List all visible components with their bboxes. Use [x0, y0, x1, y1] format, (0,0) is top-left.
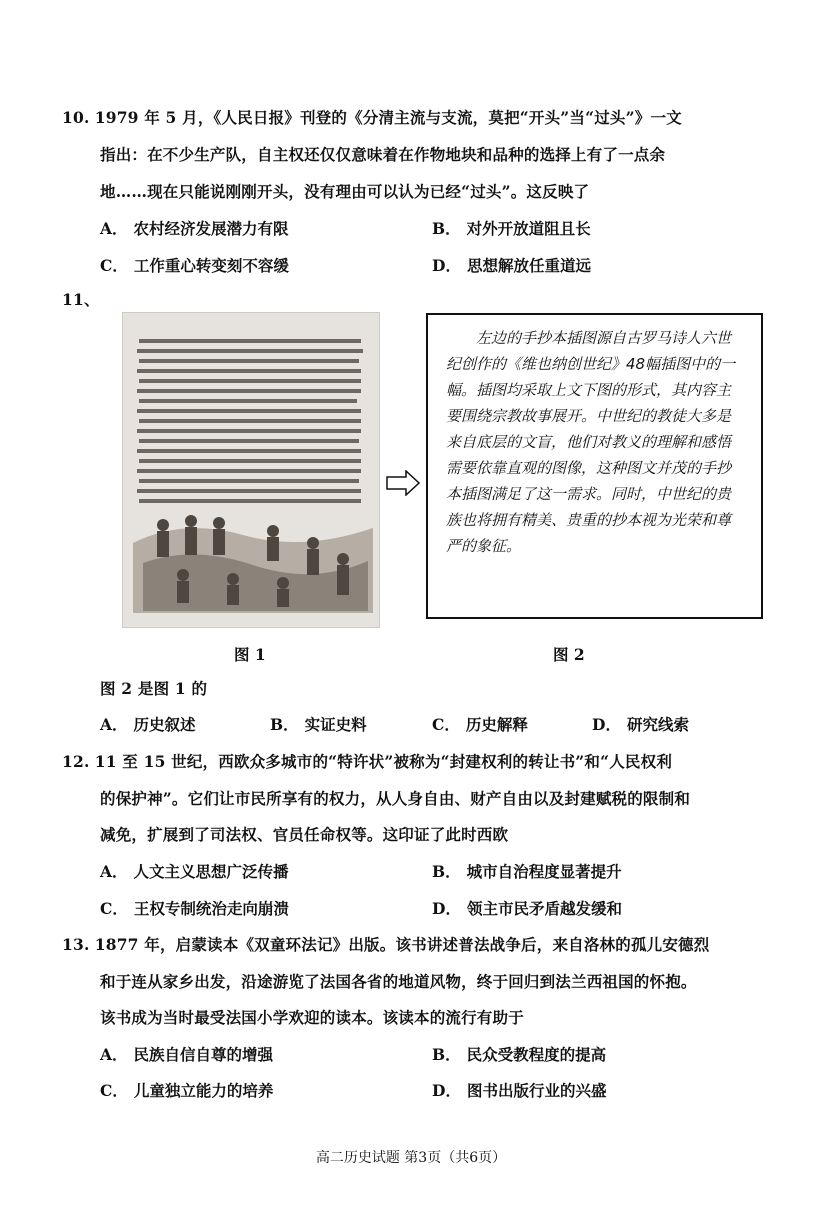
q13-option-c[interactable]: C． 儿童独立能力的培养: [100, 1081, 274, 1100]
q11-option-d[interactable]: D． 研究线索: [592, 715, 689, 734]
q12-line-1: 12. 11 至 15 世纪，西欧众多城市的“特许状”被称为“封建权利的转让书”和“人民权利: [62, 752, 673, 771]
figure-2-caption: 图 2: [553, 645, 585, 664]
right-arrow-icon: [386, 470, 420, 496]
q11-stem: 图 2 是图 1 的: [100, 679, 208, 698]
manuscript-image: [123, 313, 379, 627]
q11-option-a[interactable]: A． 历史叙述: [100, 715, 196, 734]
q13-line-1: 13. 1877 年，启蒙读本《双童环法记》出版。该书讲述普法战争后，来自洛林的孤儿安德烈: [62, 935, 710, 954]
manuscript-illustration: [122, 312, 380, 628]
figure-1-caption: 图 1: [234, 645, 266, 664]
q13-option-b[interactable]: B． 民众受教程度的提高: [432, 1045, 607, 1064]
q13-line-2: 和于连从家乡出发，沿途游览了法国各省的地道风物，终于回归到法兰西祖国的怀抱。: [100, 972, 697, 991]
q13-line-3: 该书成为当时最受法国小学欢迎的读本。该读本的流行有助于: [100, 1008, 524, 1027]
q10-number: 10.: [62, 108, 90, 127]
explanation-text: 左边的手抄本插图源自古罗马诗人六世纪创作的《维也纳创世纪》48幅插图中的一幅。插图均采取上文下图的形式，其内容主要围绕宗教故事展开。中世纪的教徒大多是来自底层的文盲，他们对教义的理解和感悟需要依靠直观的图像，这种图文并茂的手抄本插图满足了这一需求。同时，中世纪的贵族也将拥有精美、贵重的抄本视为光荣和尊严的象征。: [446, 329, 736, 555]
explanation-box: [426, 313, 763, 619]
q10-line-1: 10. 1979 年 5 月，《人民日报》刊登的《分清主流与支流，莫把“开头”当“过头”》一文: [62, 108, 682, 127]
q13-option-d[interactable]: D． 图书出版行业的兴盛: [432, 1081, 607, 1100]
q10-option-b[interactable]: B． 对外开放道阻且长: [432, 219, 591, 238]
q12-option-d[interactable]: D． 领主市民矛盾越发缓和: [432, 899, 622, 918]
q13-option-a[interactable]: A． 民族自信自尊的增强: [100, 1045, 274, 1064]
q12-line-2: 的保护神”。它们让市民所享有的权力，从人身自由、财产自由以及封建赋税的限制和: [100, 789, 691, 808]
q10-line-3: 地……现在只能说刚刚开头，没有理由可以认为已经“过头”。这反映了: [100, 182, 590, 201]
page-footer: 高二历史试题 第3页（共6页）: [315, 1150, 507, 1166]
q11-option-b[interactable]: B． 实证史料: [270, 715, 367, 734]
q10-option-c[interactable]: C． 工作重心转变刻不容缓: [100, 256, 289, 275]
q10-line-2: 指出：在不少生产队，自主权还仅仅意味着在作物地块和品种的选择上有了一点余: [100, 145, 666, 164]
q10-option-a[interactable]: A． 农村经济发展潜力有限: [100, 219, 289, 238]
q11-option-c[interactable]: C． 历史解释: [432, 715, 528, 734]
q12-option-a[interactable]: A． 人文主义思想广泛传播: [100, 862, 289, 881]
q12-option-c[interactable]: C． 王权专制统治走向崩溃: [100, 899, 289, 918]
q10-option-d[interactable]: D． 思想解放任重道远: [432, 256, 591, 275]
q12-line-3: 减免，扩展到了司法权、官员任命权等。这印证了此时西欧: [100, 825, 509, 844]
q12-number: 12.: [62, 752, 90, 771]
q13-number: 13.: [62, 935, 90, 954]
q11-number: 11、: [62, 290, 100, 309]
q12-option-b[interactable]: B． 城市自治程度显著提升: [432, 862, 622, 881]
